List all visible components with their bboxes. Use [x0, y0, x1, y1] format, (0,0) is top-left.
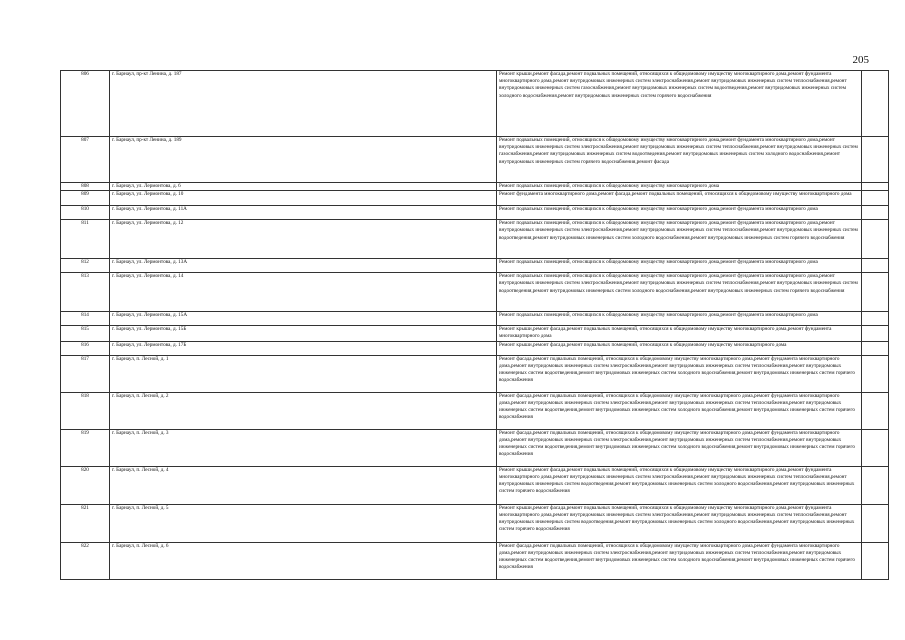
row-number: 819 [61, 429, 110, 466]
table-row [61, 326, 889, 341]
row-address: г. Барнаул, пр-кт Ленина, д. 189 [110, 137, 497, 183]
row-works: Ремонт фасада,ремонт подвальных помещений, относящихся к общедомовому имуществу многоквартирного дома,ремонт фундамента многоквартирного дома,ремонт внутридомовых инженерных систем электроснабжения,ремонт внутридомовых инженерных систем теплоснабжения,ремонт внутридомовых инженерных систем водоотведения,ремонт внутридомовых инженерных систем холодного водоснабжения,ремонт внутридомовых инженерных систем горячего водоснабжения [497, 429, 862, 466]
table-row [61, 206, 889, 220]
row-address: г. Барнаул, ул. Лермонтова, д. 15А [110, 312, 497, 326]
row-blank-cell [862, 71, 889, 137]
row-works: Ремонт крыши,ремонт фасада,ремонт подвальных помещений, относящихся к общедомовому имуществу многоквартирного дома,ремонт фундамента многоквартирного дома,ремонт внутридомовых инженерных систем электроснабжения,ремонт внутридомовых инженерных систем теплоснабжения,ремонт внутридомовых инженерных систем водоотведения,ремонт внутридомовых инженерных систем холодного водоснабжения,ремонт внутридомовых инженерных систем горячего водоснабжения [497, 504, 862, 542]
row-address: г. Барнаул, ул. Лермонтова, д. 17Б [110, 341, 497, 355]
row-address: г. Барнаул, ул. Лермонтова, д. 12 [110, 220, 497, 259]
row-works: Ремонт крыши,ремонт фасада,ремонт подвальных помещений, относящихся к общедомовому имуществу многоквартирного дома,ремонт фундамента многоквартирного дома [497, 326, 862, 341]
row-blank-cell [862, 273, 889, 312]
row-works: Ремонт подвальных помещений, относящихся к общедомовому имуществу многоквартирного дома,ремонт фундамента многоквартирного дома [497, 206, 862, 220]
row-blank-cell [862, 137, 889, 183]
table-row [61, 259, 889, 273]
row-blank-cell [862, 191, 889, 206]
row-works: Ремонт подвальных помещений, относящихся к общедомовому имуществу многоквартирного дома,ремонт фундамента многоквартирного дома [497, 312, 862, 326]
table-row [61, 466, 889, 504]
row-address: г. Барнаул, ул. Лермонтова, д. 13А [110, 259, 497, 273]
row-works: Ремонт крыши,ремонт фасада,ремонт подвальных помещений, относящихся к общедомовому имуществу многоквартирного дома,ремонт фундамента многоквартирного дома,ремонт внутридомовых инженерных систем электроснабжения,ремонт внутридомовых инженерных систем теплоснабжения,ремонт внутридомовых инженерных систем водоотведения,ремонт внутридомовых инженерных систем холодного водоснабжения,ремонт внутридомовых инженерных систем горячего водоснабжения [497, 466, 862, 504]
table-row [61, 542, 889, 579]
row-works: Ремонт фундамента многоквартирного дома,ремонт фасада,ремонт подвальных помещений, относящихся к общедомовому имуществу многоквартирного дома [497, 191, 862, 206]
row-blank-cell [862, 312, 889, 326]
row-number: 807 [61, 137, 110, 183]
row-works: Ремонт подвальных помещений, относящихся к общедомовому имуществу многоквартирного дома,ремонт фундамента многоквартирного дома,ремонт внутридомовых инженерных систем электроснабжения,ремонт внутридомовых инженерных систем теплоснабжения,ремонт внутридомовых инженерных систем водоотведения,ремонт внутридомовых инженерных систем холодного водоснабжения,ремонт внутридомовых инженерных систем горячего водоснабжения [497, 273, 862, 312]
row-address: г. Барнаул, ул. Лермонтова, д. 15Б [110, 326, 497, 341]
row-works: Ремонт фасада,ремонт подвальных помещений, относящихся к общедомовому имуществу многоквартирного дома,ремонт фундамента многоквартирного дома,ремонт внутридомовых инженерных систем электроснабжения,ремонт внутридомовых инженерных систем теплоснабжения,ремонт внутридомовых инженерных систем водоотведения,ремонт внутридомовых инженерных систем холодного водоснабжения,ремонт внутридомовых инженерных систем горячего водоснабжения [497, 355, 862, 392]
row-blank-cell [862, 466, 889, 504]
row-number: 821 [61, 504, 110, 542]
row-blank-cell [862, 542, 889, 579]
row-number: 820 [61, 466, 110, 504]
page-number: 205 [852, 54, 869, 66]
row-number: 812 [61, 259, 110, 273]
row-works: Ремонт подвальных помещений, относящихся к общедомовому имуществу многоквартирного дома,ремонт фундамента многоквартирного дома [497, 259, 862, 273]
table-row [61, 137, 889, 183]
row-works: Ремонт крыши,ремонт фасада,ремонт подвальных помещений, относящихся к общедомовому имуществу многоквартирного дома [497, 341, 862, 355]
row-address: г. Барнаул, п. Лесной, д. 5 [110, 504, 497, 542]
row-number: 815 [61, 326, 110, 341]
row-number: 811 [61, 220, 110, 259]
row-address: г. Барнаул, п. Лесной, д. 1 [110, 355, 497, 392]
row-number: 806 [61, 71, 110, 137]
row-works: Ремонт подвальных помещений, относящихся к общедомовому имуществу многоквартирного дома,ремонт фундамента многоквартирного дома,ремонт внутридомовых инженерных систем электроснабжения,ремонт внутридомовых инженерных систем теплоснабжения,ремонт внутридомовых инженерных систем газоснабжения,ремонт внутридомовых инженерных систем водоотведения,ремонт внутридомовых инженерных систем холодного водоснабжения,ремонт внутридомовых инженерных систем горячего водоснабжения,ремонт фасада [497, 137, 862, 183]
row-blank-cell [862, 429, 889, 466]
row-blank-cell [862, 504, 889, 542]
row-blank-cell [862, 183, 889, 191]
table-row [61, 71, 889, 137]
row-number: 810 [61, 206, 110, 220]
row-number: 818 [61, 392, 110, 429]
row-works: Ремонт подвальных помещений, относящихся к общедомовому имуществу многоквартирного дома [497, 183, 862, 191]
table-row [61, 183, 889, 191]
row-number: 808 [61, 183, 110, 191]
row-address: г. Барнаул, п. Лесной, д. 2 [110, 392, 497, 429]
row-works: Ремонт фасада,ремонт подвальных помещений, относящихся к общедомовому имуществу многоквартирного дома,ремонт фундамента многоквартирного дома,ремонт внутридомовых инженерных систем электроснабжения,ремонт внутридомовых инженерных систем теплоснабжения,ремонт внутридомовых инженерных систем водоотведения,ремонт внутридомовых инженерных систем холодного водоснабжения,ремонт внутридомовых инженерных систем горячего водоснабжения [497, 542, 862, 579]
row-works: Ремонт крыши,ремонт фасада,ремонт подвальных помещений, относящихся к общедомовому имуществу многоквартирного дома,ремонт фундамента многоквартирного дома,ремонт внутридомовых инженерных систем электроснабжения,ремонт внутридомовых инженерных систем теплоснабжения,ремонт внутридомовых инженерных систем газоснабжения,ремонт внутридомовых инженерных систем водоотведения,ремонт внутридомовых инженерных систем холодного водоснабжения,ремонт внутридомовых инженерных систем горячего водоснабжения [497, 71, 862, 137]
row-blank-cell [862, 220, 889, 259]
table-row [61, 220, 889, 259]
row-blank-cell [862, 355, 889, 392]
row-blank-cell [862, 259, 889, 273]
row-address: г. Барнаул, п. Лесной, д. 6 [110, 542, 497, 579]
table-row [61, 392, 889, 429]
row-address: г. Барнаул, ул. Лермонтова, д. 14 [110, 273, 497, 312]
housing-repair-table [60, 70, 889, 580]
row-number: 813 [61, 273, 110, 312]
row-address: г. Барнаул, ул. Лермонтова, д. 6 [110, 183, 497, 191]
row-number: 816 [61, 341, 110, 355]
row-works: Ремонт фасада,ремонт подвальных помещений, относящихся к общедомовому имуществу многоквартирного дома,ремонт фундамента многоквартирного дома,ремонт внутридомовых инженерных систем электроснабжения,ремонт внутридомовых инженерных систем теплоснабжения,ремонт внутридомовых инженерных систем водоотведения,ремонт внутридомовых инженерных систем холодного водоснабжения,ремонт внутридомовых инженерных систем горячего водоснабжения [497, 392, 862, 429]
row-number: 817 [61, 355, 110, 392]
table-row [61, 355, 889, 392]
row-blank-cell [862, 392, 889, 429]
table-row [61, 429, 889, 466]
row-address: г. Барнаул, пр-кт Ленина, д. 187 [110, 71, 497, 137]
table-row [61, 341, 889, 355]
row-address: г. Барнаул, ул. Лермонтова, д. 10 [110, 191, 497, 206]
row-blank-cell [862, 326, 889, 341]
row-address: г. Барнаул, п. Лесной, д. 3 [110, 429, 497, 466]
table-row [61, 312, 889, 326]
row-blank-cell [862, 341, 889, 355]
table-row [61, 273, 889, 312]
row-number: 809 [61, 191, 110, 206]
row-number: 822 [61, 542, 110, 579]
row-blank-cell [862, 206, 889, 220]
row-address: г. Барнаул, п. Лесной, д. 4 [110, 466, 497, 504]
table-row [61, 504, 889, 542]
table-row [61, 191, 889, 206]
row-number: 814 [61, 312, 110, 326]
row-address: г. Барнаул, ул. Лермонтова, д. 11А [110, 206, 497, 220]
row-works: Ремонт подвальных помещений, относящихся к общедомовому имуществу многоквартирного дома,ремонт фундамента многоквартирного дома,ремонт внутридомовых инженерных систем электроснабжения,ремонт внутридомовых инженерных систем теплоснабжения,ремонт внутридомовых инженерных систем водоотведения,ремонт внутридомовых инженерных систем холодного водоснабжения,ремонт внутридомовых инженерных систем горячего водоснабжения [497, 220, 862, 259]
